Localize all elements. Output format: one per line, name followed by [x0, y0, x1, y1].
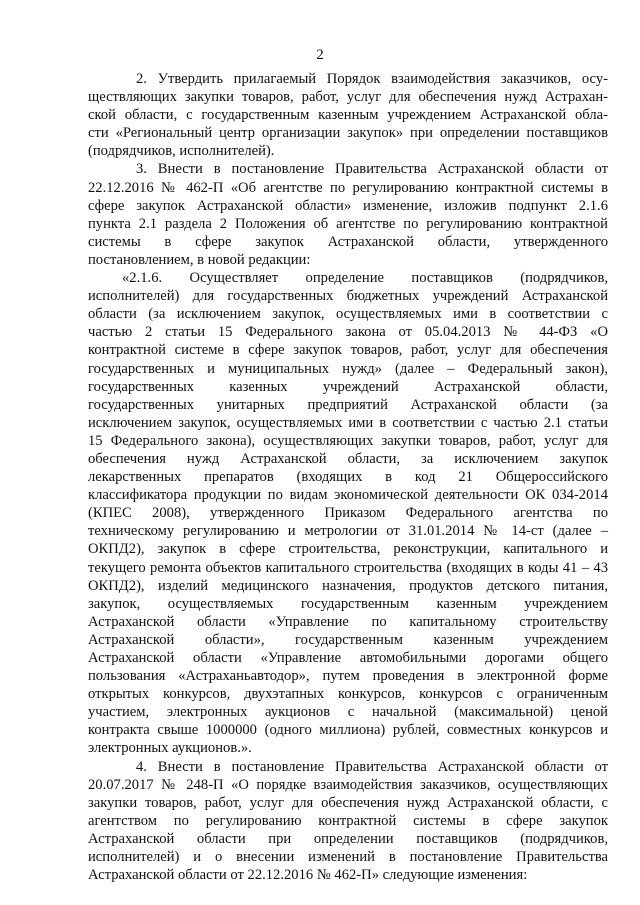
text-line: закупки товаров, работ, услуг для обеспечения нужд Астраханской области, с — [88, 794, 608, 811]
text-line: области (за исключением закупок, осуществляемых ими в соответствии с — [88, 306, 608, 323]
text-line: Астраханской области «Управление автомобильными дорогами общего — [88, 650, 608, 666]
paragraph-p3 — [88, 160, 608, 269]
text-line: системы в сфере закупок Астраханской области, утвержденного — [88, 233, 608, 250]
text-line: ОКПД2), изделий медицинского назначения, продуктов детского питания, — [88, 577, 608, 594]
text-line: ской области, с государственным казенным учреждением Астраханской обла- — [88, 107, 608, 124]
text-line: исполнителей) для государственных бюджетных учреждений Астраханской — [88, 288, 608, 305]
paragraph-p2 — [88, 70, 608, 160]
text-line: частью 2 статьи 15 Федерального закона от 05.04.2013 № 44-ФЗ «О — [88, 324, 608, 341]
text-line: техническому регулированию и метрологии от 31.01.2014 № 14-ст (далее – — [88, 523, 608, 540]
paragraph-p3-quote — [88, 269, 608, 758]
text-line: агентством по регулированию контрактной системы в сфере закупок — [88, 812, 608, 829]
text-line: государственных казенных учреждений Астраханской области, — [88, 378, 608, 395]
text-line: 3. Внести в постановление Правительства Астраханской области от — [136, 161, 608, 178]
text-line: Астраханской области», государственным казенным учреждением — [88, 631, 608, 648]
text-line: государственных унитарных предприятий Астраханской области (за — [88, 396, 608, 413]
text-line: открытых конкурсов, двухэтапных конкурсов, конкурсов с ограниченным — [88, 686, 608, 703]
text-line: 22.12.2016 № 462-П «Об агентстве по регулированию контрактной системы в — [88, 179, 608, 196]
text-line: классификатора продукции по видам экономической деятельности ОК 034-2014 — [88, 487, 608, 504]
text-line: ОКПД2), закупок в сфере строительства, реконструкции, капитального и — [88, 541, 608, 558]
text-line: «2.1.6. Осуществляет определение поставщиков (подрядчиков, — [122, 270, 608, 287]
text-line: закупок, осуществляемых государственным казенным учреждением — [88, 595, 608, 612]
text-line: пользования «Астраханьавтодор», путем проведения в электронной форме — [88, 668, 608, 685]
text-line: Астраханской области при определении поставщиков (подрядчиков, — [88, 830, 608, 847]
text-line: контрактной системе в сфере закупок товаров, работ, услуг для обеспечения — [88, 342, 608, 359]
text-line: пункта 2.1 раздела 2 Положения об агентстве по регулированию контрактной — [88, 215, 608, 232]
text-line: ществляющих закупки товаров, работ, услуг для обеспечения нужд Астрахан- — [88, 89, 608, 106]
text-line: постановлением, в новой редакции: — [88, 251, 311, 268]
text-line: контракта свыше 1000000 (одного миллиона) рублей, совместных конкурсов и — [88, 722, 608, 739]
text-line: лекарственных препаратов (входящих в код 21 Общероссийского — [88, 469, 608, 486]
text-line: 15 Федерального закона), осуществляющих закупки товаров, работ, услуг для — [88, 432, 608, 449]
paragraph-p4 — [88, 758, 608, 885]
text-line: (КПЕС 2008), утвержденного Приказом Федерального агентства по — [88, 505, 608, 522]
text-line: Астраханской области от 22.12.2016 № 462-П» следующие изменения: — [88, 867, 528, 884]
page-number: 2 — [316, 47, 324, 63]
document-body — [88, 70, 608, 884]
text-line: электронных аукционов.». — [88, 740, 252, 757]
text-line: (подрядчиков, исполнителей). — [88, 143, 275, 160]
text-line: исключением закупок, осуществляемых ими в соответствии с частью 2.1 статьи — [88, 414, 608, 431]
text-line: исполнителей) и о внесении изменений в постановление Правительства — [88, 849, 608, 866]
text-line: 20.07.2017 № 248-П «О порядке взаимодействия заказчиков, осуществляющих — [88, 776, 608, 793]
text-line: сти «Региональный центр организации закупок» при определении поставщиков — [88, 125, 608, 142]
text-line: участием, электронных аукционов с начальной (максимальной) ценой — [88, 704, 608, 721]
text-line: текущего ремонта объектов капитального строительства (входящих в коды 41 – 43 — [88, 559, 608, 576]
text-line: государственных и муниципальных нужд» (далее – Федеральный закон), — [88, 360, 608, 377]
text-line: Астраханской области «Управление по капитальному строительству — [88, 613, 608, 630]
text-line: 4. Внести в постановление Правительства Астраханской области от — [136, 758, 608, 775]
text-line: сфере закупок Астраханской области» изменение, изложив подпункт 2.1.6 — [88, 197, 608, 214]
text-line: обеспечения нужд Астраханской области, за исключением закупок — [88, 450, 608, 467]
text-line: 2. Утвердить прилагаемый Порядок взаимодействия заказчиков, осу- — [136, 71, 608, 87]
